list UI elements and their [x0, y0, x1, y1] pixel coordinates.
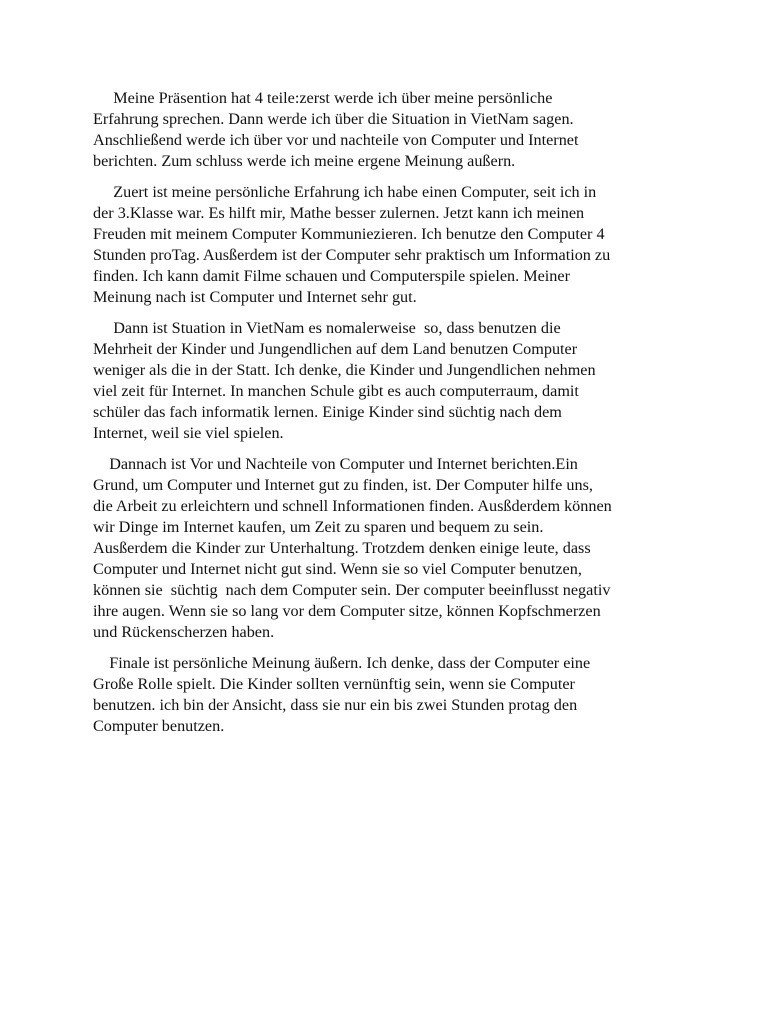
text-line: Dann ist Stuation in VietNam es nomalerweise so, dass benutzen die — [93, 319, 561, 337]
paragraph-conclusion — [93, 653, 683, 737]
text-line: berichten. Zum schluss werde ich meine ergene Meinung außern. — [93, 152, 516, 170]
paragraph-situation-vietnam — [93, 318, 683, 444]
text-line: Finale ist persönliche Meinung äußern. Ich denke, dass der Computer eine — [93, 654, 591, 672]
text-line: wir Dinge im Internet kaufen, um Zeit zu sparen und bequem zu sein. — [93, 518, 544, 536]
text-line: Dannach ist Vor und Nachteile von Computer und Internet berichten.Ein — [93, 455, 578, 473]
text-line: Zuert ist meine persönliche Erfahrung ich habe einen Computer, seit ich in — [93, 183, 597, 201]
text-line: schüler das fach informatik lernen. Einige Kinder sind süchtig nach dem — [93, 403, 562, 421]
text-line: Große Rolle spielt. Die Kinder sollten vernünftig sein, wenn sie Computer — [93, 675, 575, 693]
text-line: Computer benutzen. — [93, 717, 225, 735]
text-line: Meine Präsention hat 4 teile:zerst werde ich über meine persönliche — [93, 89, 553, 107]
document-page — [93, 88, 683, 737]
text-line: benutzen. ich bin der Ansicht, dass sie nur ein bis zwei Stunden protag den — [93, 696, 578, 714]
text-line: Stunden proTag. Ausßerdem ist der Computer sehr praktisch um Information zu — [93, 246, 611, 264]
text-line: Meinung nach ist Computer und Internet sehr gut. — [93, 288, 417, 306]
paragraph-personal-experience — [93, 182, 683, 308]
text-line: Mehrheit der Kinder und Jungendlichen auf dem Land benutzen Computer — [93, 340, 578, 358]
text-line: und Rückenscherzen haben. — [93, 623, 275, 641]
text-line: finden. Ich kann damit Filme schauen und Computerspile spielen. Meiner — [93, 267, 570, 285]
text-line: Ausßerdem die Kinder zur Unterhaltung. Trotzdem denken einige leute, dass — [93, 539, 591, 557]
text-line: Erfahrung sprechen. Dann werde ich über die Situation in VietNam sagen. — [93, 110, 574, 128]
text-line: ihre augen. Wenn sie so lang vor dem Computer sitze, können Kopfschmerzen — [93, 602, 601, 620]
text-line: Freuden mit meinem Computer Kommuniezieren. Ich benutze den Computer 4 — [93, 225, 605, 243]
text-line: viel zeit für Internet. In manchen Schule gibt es auch computerraum, damit — [93, 382, 579, 400]
text-line: die Arbeit zu erleichtern und schnell Informationen finden. Ausßderdem können — [93, 497, 612, 515]
text-line: Internet, weil sie viel spielen. — [93, 424, 284, 442]
text-line: Computer und Internet nicht gut sind. Wenn sie so viel Computer benutzen, — [93, 560, 582, 578]
text-line: der 3.Klasse war. Es hilft mir, Mathe besser zulernen. Jetzt kann ich meinen — [93, 204, 585, 222]
text-line: können sie süchtig nach dem Computer sein. Der computer beeinflusst negativ — [93, 581, 611, 599]
paragraph-pros-cons — [93, 454, 683, 643]
text-line: Anschließend werde ich über vor und nachteile von Computer und Internet — [93, 131, 579, 149]
text-line: Grund, um Computer und Internet gut zu finden, ist. Der Computer hilfe uns, — [93, 476, 593, 494]
text-line: weniger als die in der Statt. Ich denke, die Kinder und Jungendlichen nehmen — [93, 361, 596, 379]
paragraph-introduction — [93, 88, 683, 172]
